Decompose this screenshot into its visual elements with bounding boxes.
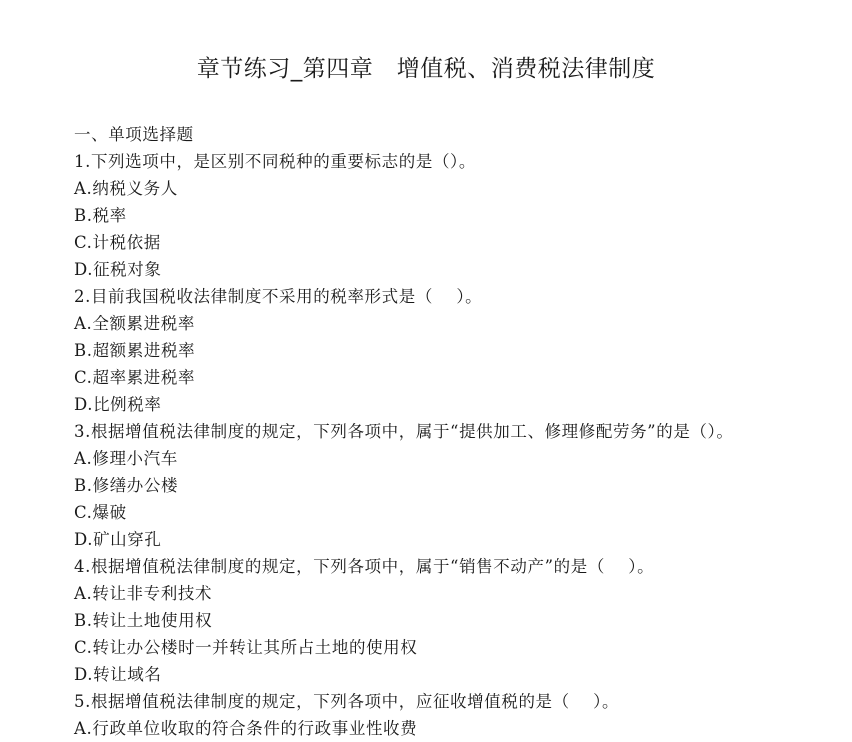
option-1a: A.纳税义务人 xyxy=(74,179,178,198)
option-4d: D.转让域名 xyxy=(74,665,162,684)
question-stem-5: 5.根据增值税法律制度的规定，下列各项中，应征收增值税的是（ ）。 xyxy=(74,692,620,711)
option-3c: C.爆破 xyxy=(74,503,127,522)
option-1d: D.征税对象 xyxy=(74,260,162,279)
question-stem-4: 4.根据增值税法律制度的规定，下列各项中，属于“销售不动产”的是（ ）。 xyxy=(74,557,655,576)
option-4b: B.转让土地使用权 xyxy=(74,611,213,630)
option-2d: D.比例税率 xyxy=(74,395,162,414)
option-3a: A.修理小汽车 xyxy=(74,449,178,468)
option-3d: D.矿山穿孔 xyxy=(74,530,162,549)
section-heading: 一、单项选择题 xyxy=(74,125,194,144)
document-body xyxy=(74,121,842,742)
document-title: 章节练习_第四章 增值税、消费税法律制度 xyxy=(196,56,656,82)
option-4a: A.转让非专利技术 xyxy=(74,584,213,603)
option-2a: A.全额累进税率 xyxy=(74,314,195,333)
question-stem-1: 1.下列选项中，是区别不同税种的重要标志的是（）。 xyxy=(74,152,476,171)
option-2c: C.超率累进税率 xyxy=(74,368,196,387)
option-1b: B.税率 xyxy=(74,206,127,225)
option-2b: B.超额累进税率 xyxy=(74,341,196,360)
question-stem-3: 3.根据增值税法律制度的规定，下列各项中，属于“提供加工、修理修配劳务”的是（）。 xyxy=(74,422,734,441)
option-4c: C.转让办公楼时一并转让其所占土地的使用权 xyxy=(74,638,418,657)
option-5a: A.行政单位收取的符合条件的行政事业性收费 xyxy=(74,719,418,738)
question-stem-2: 2.目前我国税收法律制度不采用的税率形式是（ ）。 xyxy=(74,287,483,306)
option-3b: B.修缮办公楼 xyxy=(74,476,179,495)
option-1c: C.计税依据 xyxy=(74,233,161,252)
